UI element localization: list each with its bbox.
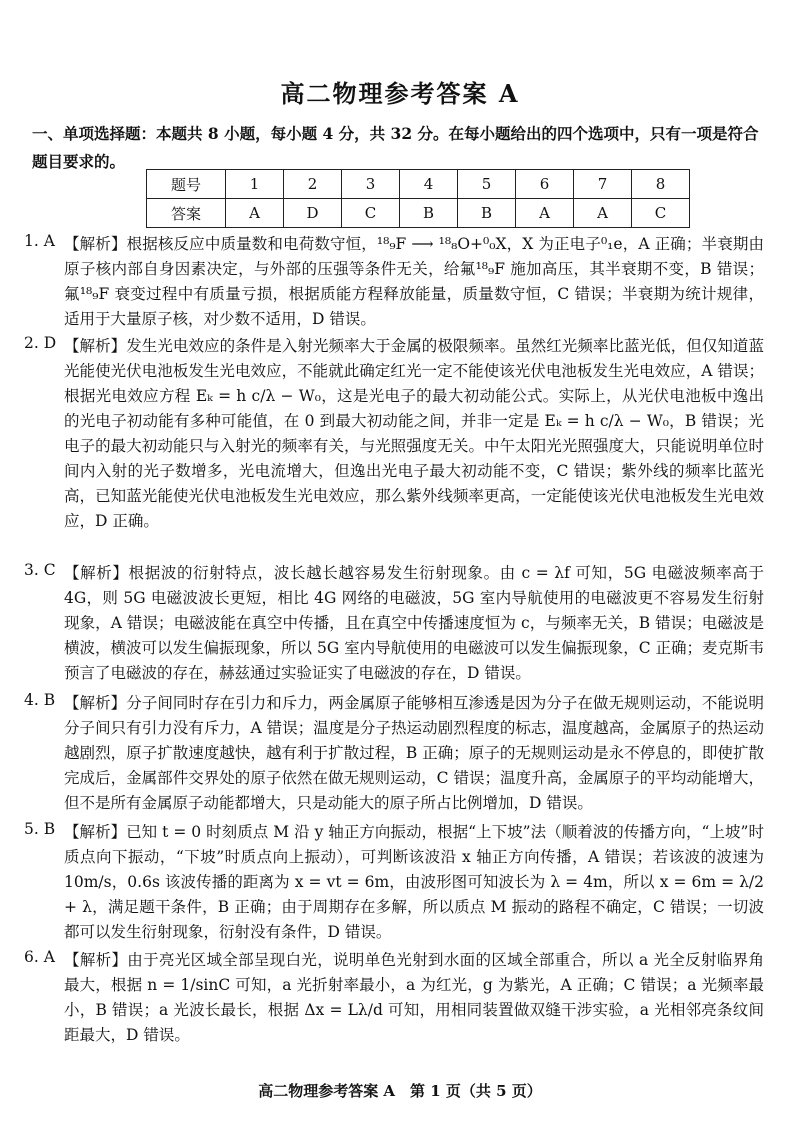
item-number: 2. D	[24, 334, 57, 352]
question-number-cell: 8	[632, 170, 690, 199]
item-explanation: 【解析】已知 t = 0 时刻质点 M 沿 y 轴正方向振动，根据“上下坡”法（顺着波的传播方向，“上坡”时质点向下振动，“下坡”时质点向上振动），可判断该波沿 x 轴正方向传播，A 错误；若该波的波速为 10m/s，0.6s 该波传播的距离为 x = vt = 6m，由波形图可知波长为 λ = 4m，所以 x = 6m = λ/2 + λ，满足题干条件，B 正确；由于周期存在多解，所以质点 M 振动的路程不确定，C 错误；一切波都可以发生衍射现象，衍射没有条件，D 错误。	[64, 823, 764, 941]
explanation-item-4	[24, 691, 764, 816]
item-number: 1. A	[24, 232, 55, 250]
question-number-cell: 2	[284, 170, 342, 199]
answer-table-answer-row	[147, 199, 690, 228]
page-title: 高二物理参考答案 A	[280, 79, 520, 108]
table-row-label: 答案	[147, 199, 226, 228]
answer-cell: A	[574, 199, 632, 228]
question-number-cell: 7	[574, 170, 632, 199]
page-footer: 高二物理参考答案 A 第 1 页（共 5 页）	[258, 1082, 542, 1100]
answer-cell: C	[342, 199, 400, 228]
question-number-cell: 3	[342, 170, 400, 199]
item-explanation: 【解析】发生光电效应的条件是入射光频率大于金属的极限频率。虽然红光频率比蓝光低，但仅知道蓝光能使光伏电池板发生光电效应，不能就此确定红光一定不能使该光伏电池板发生光电效应，A 错误；根据光电效应方程 Eₖ = h c/λ − W₀，这是光电子的最大初动能公式。实际上，从光伏电池板中逸出的光电子初动能有多种可能值，在 0 到最大初动能之间，并非一定是 Eₖ = h c/λ − W₀，B 错误；光电子的最大初动能只与入射光的频率有关，与光照强度无关。中午太阳光光照强度大，只能说明单位时间内入射的光子数增多，光电流增大，但逸出光电子最大初动能不变，C 错误；紫外线的频率比蓝光高，已知蓝光能使光伏电池板发生光电效应，那么紫外线频率更高，一定能使该光伏电池板发生光电效应，D 正确。	[64, 337, 764, 530]
item-number: 5. B	[24, 820, 56, 838]
answer-table-number-row	[147, 170, 690, 199]
answer-cell: B	[400, 199, 458, 228]
item-explanation: 【解析】由于亮光区域全部呈现白光，说明单色光射到水面的区域全部重合，所以 a 光全反射临界角最大，根据 n = 1/sinC 可知，a 光折射率最小，a 为红光，g 为紫光，A 正确；C 错误；a 光频率最小，B 错误；a 光波长最长，根据 Δx = Lλ/d 可知，用相同装置做双缝干涉实验，a 光相邻亮条纹间距最大，D 错误。	[64, 951, 764, 1044]
answer-table	[146, 169, 690, 228]
answer-cell: A	[226, 199, 284, 228]
item-number: 3. C	[24, 561, 56, 579]
explanation-item-6	[24, 948, 764, 1048]
item-number: 4. B	[24, 691, 56, 709]
question-number-cell: 1	[226, 170, 284, 199]
question-number-cell: 5	[458, 170, 516, 199]
question-number-cell: 4	[400, 170, 458, 199]
explanation-item-2	[24, 334, 764, 534]
explanation-item-3	[24, 561, 764, 686]
question-number-cell: 6	[516, 170, 574, 199]
answer-cell: D	[284, 199, 342, 228]
item-explanation: 【解析】分子间同时存在引力和斥力，两金属原子能够相互渗透是因为分子在做无规则运动，不能说明分子间只有引力没有斥力，A 错误；温度是分子热运动剧烈程度的标志，温度越高，金属原子的热运动越剧烈，原子扩散速度越快，越有利于扩散过程，B 正确；原子的无规则运动是永不停息的，即使扩散完成后，金属部件交界处的原子依然在做无规则运动，C 错误；温度升高，金属原子的平均动能增大，但不是所有金属原子动能都增大，只是动能大的原子所占比例增加，D 错误。	[64, 694, 764, 812]
answer-cell: A	[516, 199, 574, 228]
item-number: 6. A	[24, 948, 55, 966]
explanation-item-1	[24, 232, 764, 332]
table-row-label: 题号	[147, 170, 226, 199]
answer-cell: B	[458, 199, 516, 228]
answer-cell: C	[632, 199, 690, 228]
explanation-item-5	[24, 820, 764, 945]
item-explanation: 【解析】根据核反应中质量数和电荷数守恒，¹⁸₉F ⟶ ¹⁸₈O+⁰₀X，X 为正电子⁰₁e，A 正确；半衰期由原子核内部自身因素决定，与外部的压强等条件无关，给氟¹⁸₉F 施加高压，其半衰期不变，B 错误；氟¹⁸₉F 衰变过程中有质量亏损，根据质能方程释放能量，质量数守恒，C 错误；半衰期为统计规律，适用于大量原子核，对少数不适用，D 错误。	[64, 235, 764, 328]
section-heading: 一、单项选择题：本题共 8 小题，每小题 4 分，共 32 分。在每小题给出的四个选项中，只有一项是符合题目要求的。	[32, 124, 759, 171]
item-explanation: 【解析】根据波的衍射特点，波长越长越容易发生衍射现象。由 c = λf 可知，5G 电磁波频率高于 4G，则 5G 电磁波波长更短，相比 4G 网络的电磁波，5G 室内导航使用的电磁波更不容易发生衍射现象，A 错误；电磁波能在真空中传播，且在真空中传播速度恒为 c，与频率无关，B 错误；电磁波是横波，横波可以发生偏振现象，所以 5G 室内导航使用的电磁波可以发生偏振现象，C 正确；麦克斯韦预言了电磁波的存在，赫兹通过实验证实了电磁波的存在，D 错误。	[64, 564, 764, 682]
